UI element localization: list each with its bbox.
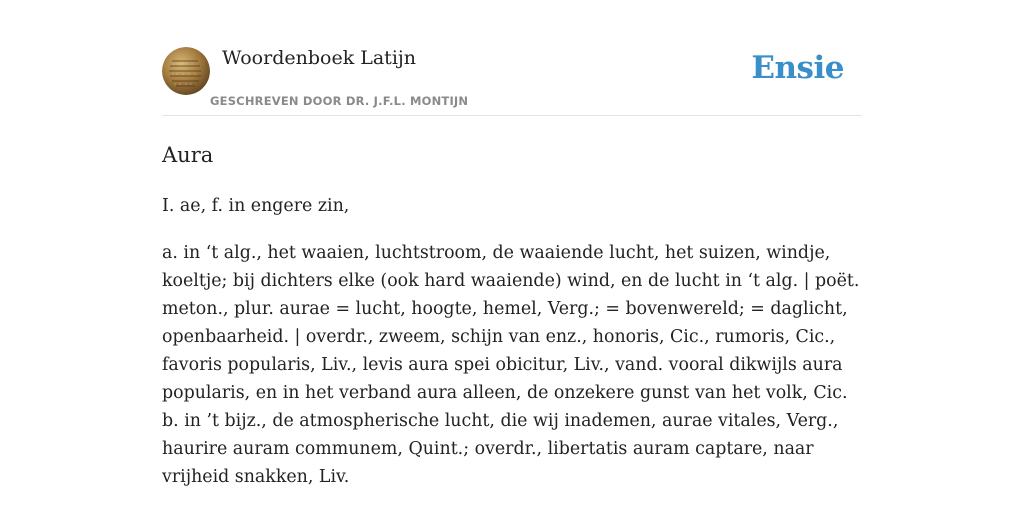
ensie-brand-logo[interactable]: Ensie [751, 50, 844, 86]
entry-intro: I. ae, f. in engere zin, [162, 196, 350, 216]
entry-content [162, 192, 862, 491]
entry-title: Aura [162, 143, 214, 167]
definition-b: b. in ’t bijz., de atmospherische lucht, die wij inademen, aurae vitales, Verg., haurire auram communem, Quint.; overdr., libertatis auram captare, naar vrijheid snakken, Liv. [162, 411, 839, 487]
entry-card [162, 46, 862, 491]
book-title-link[interactable]: Woordenboek Latijn [222, 47, 417, 69]
author-byline: GESCHREVEN DOOR DR. J.F.L. MONTIJN [210, 94, 469, 108]
book-logo-icon[interactable] [162, 47, 210, 95]
definition-a: a. in ‘t alg., het waaien, luchtstroom, de waaiende lucht, het suizen, windje, koeltje; bij dichters elke (ook hard waaiende) wind, en de lucht in ‘t alg. | poët. meton., plur. aurae = lucht, hoogte, hemel, Verg.; = bovenwereld; = daglicht, openbaarheid. | overdr., zweem, schijn van enz., honoris, Cic., rumoris, Cic., favoris popularis, Liv., levis aura spei obicitur, Liv., vand. vooral dikwijls aura popularis, en in het verband aura alleen, de onzekere gunst van het volk, Cic. [162, 243, 860, 403]
book-header [162, 46, 862, 116]
